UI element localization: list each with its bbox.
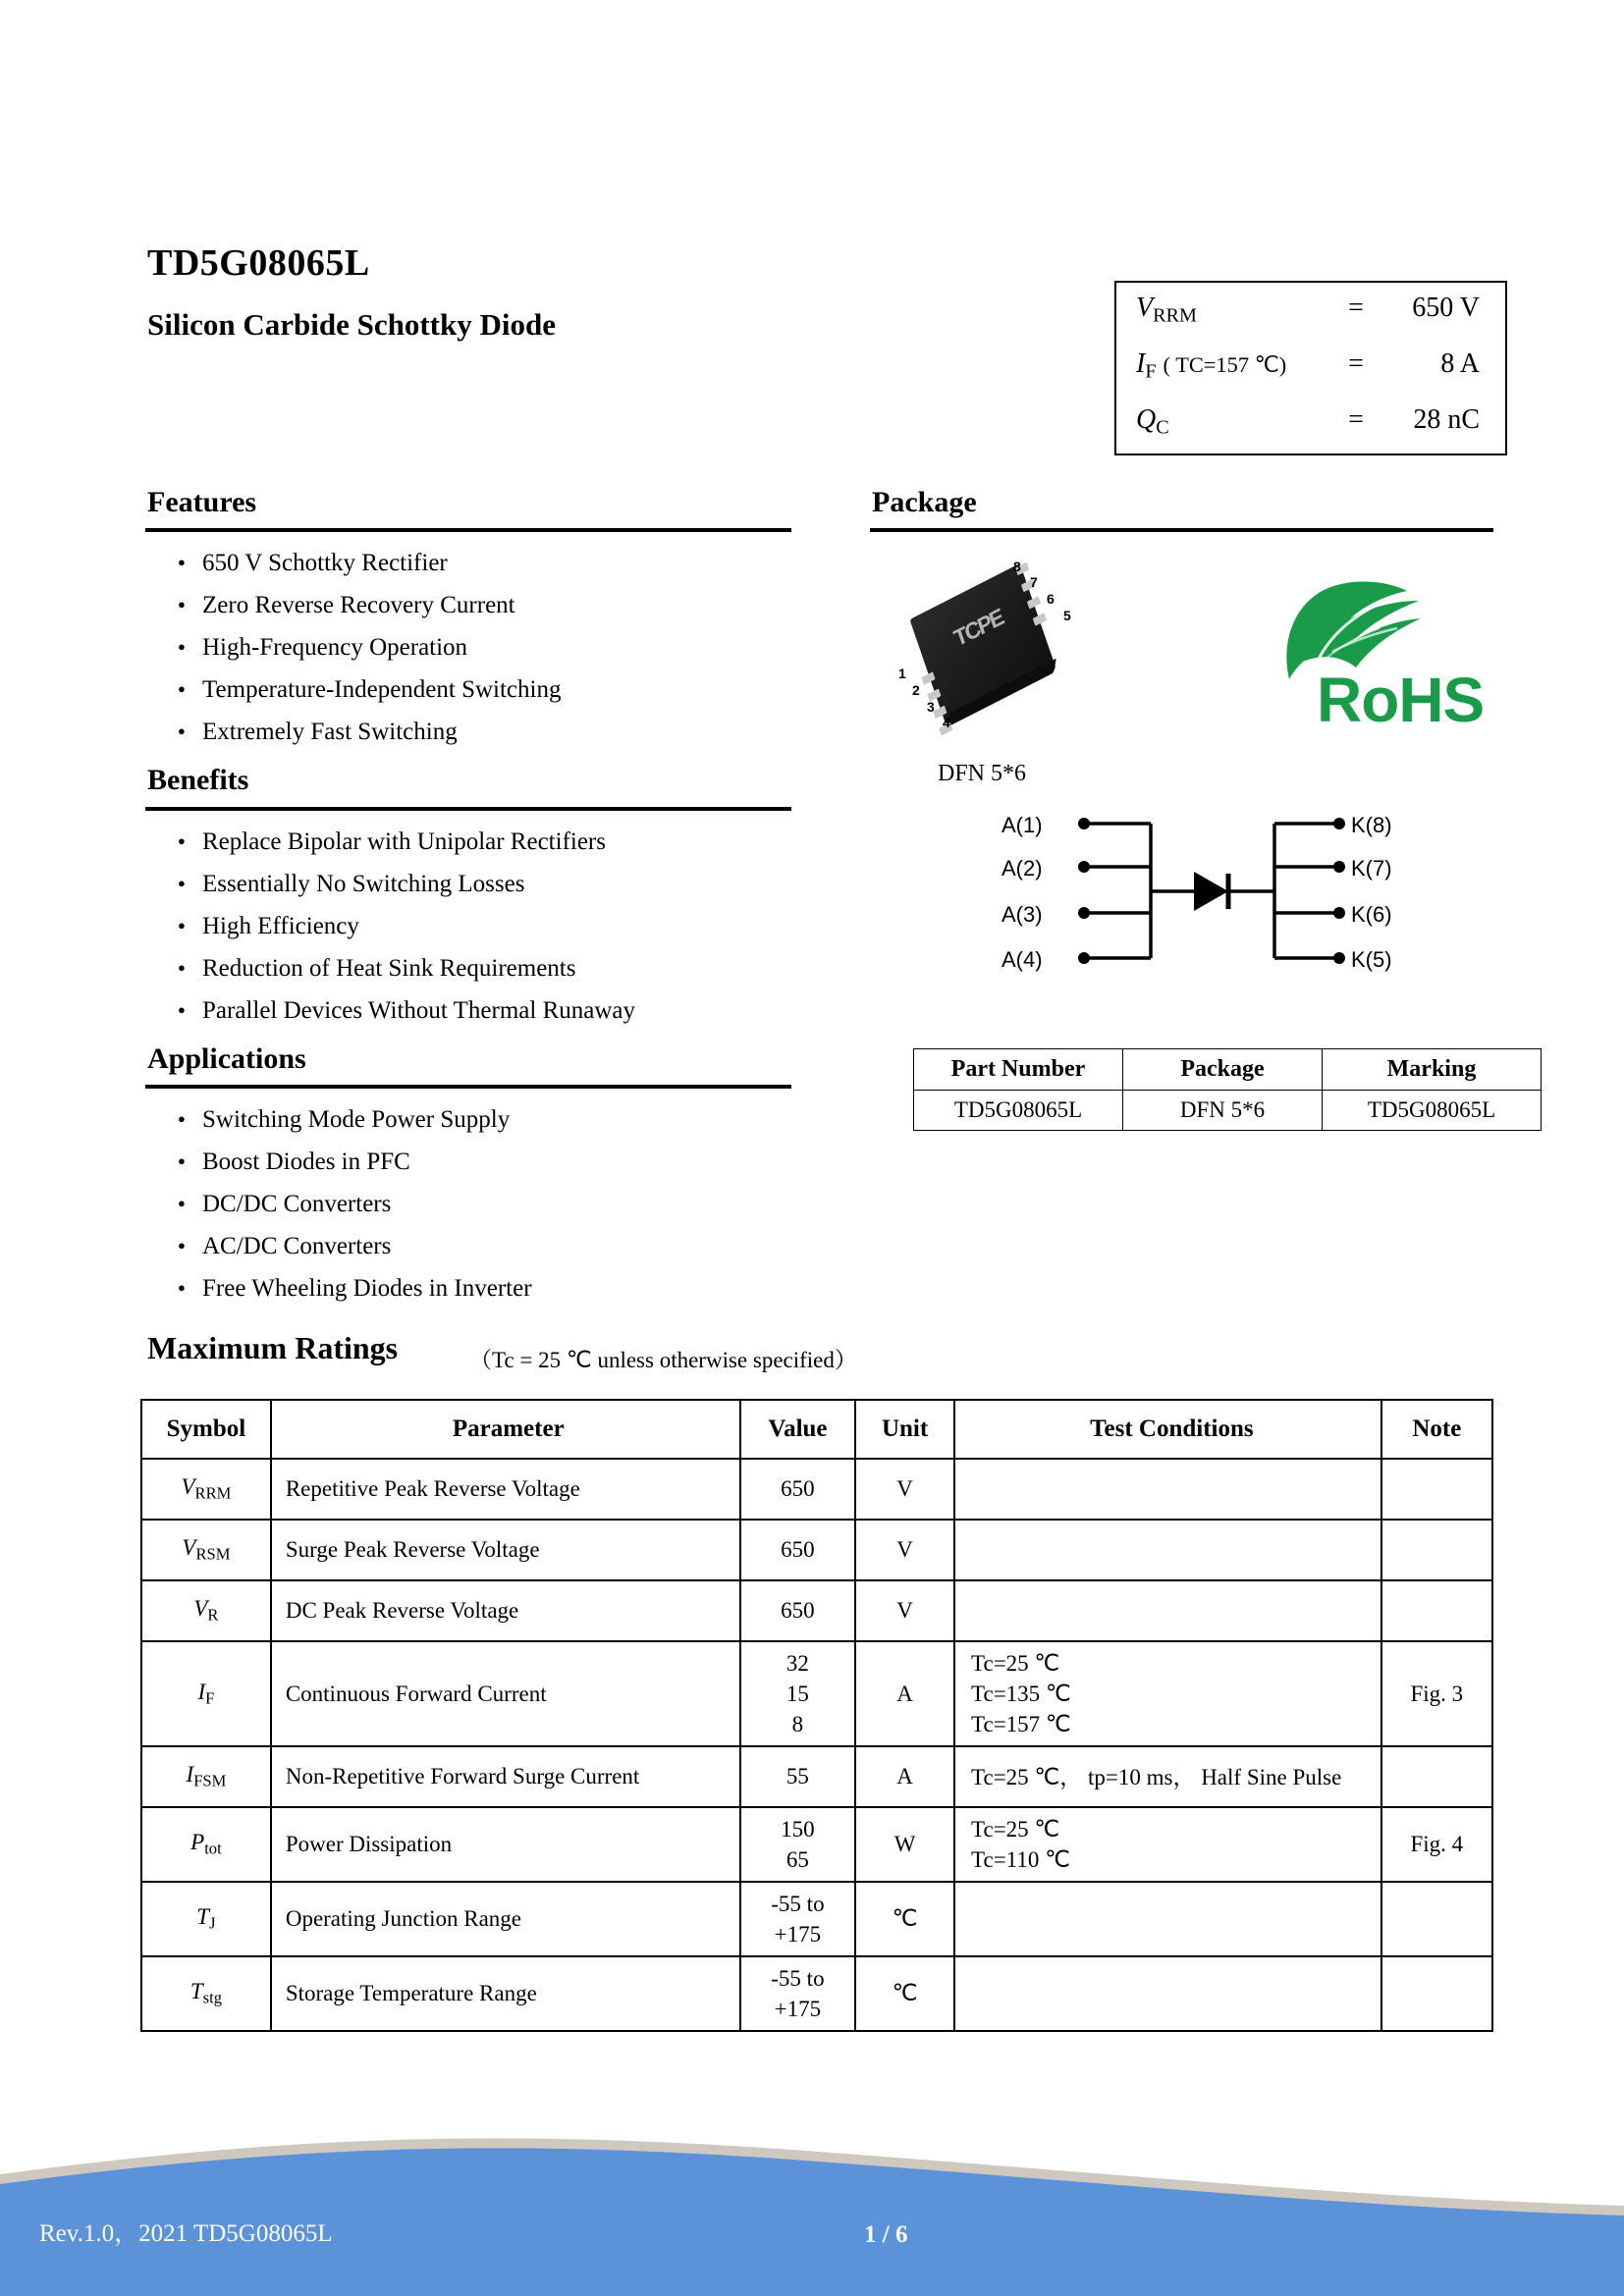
spec-row-vrrm	[1136, 293, 1489, 348]
footer-page-number: 1 / 6	[864, 2221, 908, 2248]
list-item: ● High-Frequency Operation	[175, 626, 561, 668]
spec-equals-if: =	[1348, 348, 1364, 379]
cell-value: 150 65	[740, 1807, 855, 1882]
anode-label-3: A(3)	[1001, 902, 1043, 927]
chip-marking-label: TCPE	[950, 603, 1006, 652]
cell-value: 650	[740, 1580, 855, 1641]
col-header-unit: Unit	[855, 1400, 954, 1459]
cathode-label-7: K(7)	[1351, 856, 1392, 881]
cell-parameter: Power Dissipation	[271, 1807, 740, 1882]
cell-unit: A	[855, 1641, 954, 1746]
table-row	[914, 1091, 1542, 1131]
cell-unit: V	[855, 1520, 954, 1580]
cell-test-conditions	[954, 1956, 1381, 2031]
list-item: ● Free Wheeling Diodes in Inverter	[175, 1267, 532, 1309]
spec-value-vrrm: 650 V	[1412, 293, 1480, 323]
cell-test-conditions: Tc=25 ℃ Tc=135 ℃ Tc=157 ℃	[954, 1641, 1381, 1746]
cathode-label-8: K(8)	[1351, 813, 1392, 837]
cell-symbol: $T_J$	[141, 1882, 271, 1956]
applications-heading: Applications	[147, 1042, 306, 1075]
cell-symbol: $V_R$	[141, 1580, 271, 1641]
pin-number-5: 5	[1063, 608, 1071, 623]
package-heading: Package	[872, 486, 977, 518]
features-heading: Features	[147, 486, 257, 518]
package-rule	[870, 528, 1493, 532]
cell-unit: ℃	[855, 1956, 954, 2031]
spec-row-if	[1136, 348, 1489, 404]
cell-symbol: $V_{RSM}$	[141, 1520, 271, 1580]
list-item: ● Reduction of Heat Sink Requirements	[175, 947, 635, 989]
cell-parameter: Storage Temperature Range	[271, 1956, 740, 2031]
applications-rule	[145, 1085, 791, 1089]
list-item: ● Essentially No Switching Losses	[175, 863, 635, 905]
cell-symbol: $V_{RRM}$	[141, 1459, 271, 1520]
table-header-row	[914, 1049, 1542, 1091]
cell-part-number: TD5G08065L	[914, 1091, 1123, 1131]
list-item: ● Parallel Devices Without Thermal Runaway	[175, 989, 635, 1032]
cell-parameter: Surge Peak Reverse Voltage	[271, 1520, 740, 1580]
cell-symbol: $P_{tot}$	[141, 1807, 271, 1882]
table-row	[141, 1807, 1492, 1882]
anode-label-4: A(4)	[1001, 947, 1043, 972]
cell-parameter: DC Peak Reverse Voltage	[271, 1580, 740, 1641]
col-header-part-number: Part Number	[914, 1049, 1123, 1091]
cell-note	[1381, 1746, 1492, 1807]
cell-unit: W	[855, 1807, 954, 1882]
anode-label-1: A(1)	[1001, 813, 1043, 837]
cell-test-conditions	[954, 1580, 1381, 1641]
spec-equals-vrrm: =	[1348, 293, 1364, 323]
cell-parameter: Operating Junction Range	[271, 1882, 740, 1956]
cell-note: Fig. 3	[1381, 1641, 1492, 1746]
pin-number-2: 2	[912, 682, 920, 698]
list-item: ● Boost Diodes in PFC	[175, 1141, 532, 1183]
package-caption: DFN 5*6	[938, 761, 1027, 786]
cell-test-conditions	[954, 1882, 1381, 1956]
cell-test-conditions	[954, 1459, 1381, 1520]
list-item: ● DC/DC Converters	[175, 1183, 532, 1225]
pin-number-4: 4	[943, 715, 950, 730]
maximum-ratings-heading: Maximum Ratings	[147, 1330, 399, 1365]
list-item: ● Switching Mode Power Supply	[175, 1098, 532, 1141]
cathode-label-5: K(5)	[1351, 947, 1392, 972]
rohs-logo	[1281, 577, 1507, 744]
list-item: ● Replace Bipolar with Unipolar Rectifiers	[175, 821, 635, 863]
col-header-parameter: Parameter	[271, 1400, 740, 1459]
cell-unit: ℃	[855, 1882, 954, 1956]
footer-wave	[0, 2129, 1624, 2296]
table-row	[141, 1580, 1492, 1641]
cell-package: DFN 5*6	[1123, 1091, 1323, 1131]
table-header-row	[141, 1400, 1492, 1459]
col-header-marking: Marking	[1323, 1049, 1542, 1091]
anode-label-2: A(2)	[1001, 856, 1043, 881]
cell-test-conditions: Tc=25 ℃， tp=10 ms， Half Sine Pulse	[954, 1746, 1381, 1807]
list-item: ● High Efficiency	[175, 905, 635, 947]
page-title: TD5G08065L	[147, 242, 370, 284]
cell-symbol: $I_F$	[141, 1641, 271, 1746]
cell-note	[1381, 1956, 1492, 2031]
key-specs-box	[1114, 281, 1507, 455]
pin-number-3: 3	[927, 699, 935, 715]
table-row	[141, 1641, 1492, 1746]
spec-value-qc: 28 nC	[1413, 404, 1480, 435]
cell-note	[1381, 1459, 1492, 1520]
spec-symbol-qc: $Q_C$	[1136, 404, 1169, 439]
pin-number-7: 7	[1030, 574, 1038, 590]
pin-number-6: 6	[1047, 591, 1055, 607]
benefits-rule	[145, 807, 791, 811]
features-list	[175, 542, 561, 753]
cell-unit: A	[855, 1746, 954, 1807]
benefits-list	[175, 821, 635, 1032]
cell-symbol: $T_{stg}$	[141, 1956, 271, 2031]
package-photo	[884, 550, 1139, 746]
cell-parameter: Continuous Forward Current	[271, 1641, 740, 1746]
benefits-heading: Benefits	[147, 764, 249, 796]
footer-revision: Rev.1.0，2021 TD5G08065L	[39, 2220, 333, 2247]
spec-symbol-vrrm: $V_{RRM}$	[1136, 293, 1197, 327]
features-rule	[145, 528, 791, 532]
table-row	[141, 1956, 1492, 2031]
list-item: ● Zero Reverse Recovery Current	[175, 584, 561, 626]
cell-unit: V	[855, 1580, 954, 1641]
col-header-value: Value	[740, 1400, 855, 1459]
table-row	[141, 1746, 1492, 1807]
cell-symbol: $I_{FSM}$	[141, 1746, 271, 1807]
cell-note: Fig. 4	[1381, 1807, 1492, 1882]
cell-value: 650	[740, 1520, 855, 1580]
rohs-label: RoHS	[1317, 665, 1485, 735]
cell-value: 650	[740, 1459, 855, 1520]
cell-test-conditions: Tc=25 ℃ Tc=110 ℃	[954, 1807, 1381, 1882]
list-item: ● Extremely Fast Switching	[175, 711, 561, 753]
cell-note	[1381, 1520, 1492, 1580]
list-item: ● AC/DC Converters	[175, 1225, 532, 1267]
cell-unit: V	[855, 1459, 954, 1520]
cell-marking: TD5G08065L	[1323, 1091, 1542, 1131]
list-item: ● Temperature-Independent Switching	[175, 668, 561, 711]
pin-number-1: 1	[898, 666, 906, 681]
list-item: ● 650 V Schottky Rectifier	[175, 542, 561, 584]
spec-symbol-if: $I_F$ ( TC=157 ℃)	[1136, 348, 1287, 383]
spec-value-if: 8 A	[1440, 348, 1480, 379]
maximum-ratings-note: （Tc = 25 ℃ unless otherwise specified）	[469, 1348, 857, 1372]
maximum-ratings-table	[140, 1399, 1493, 2032]
cell-note	[1381, 1882, 1492, 1956]
cell-value: 55	[740, 1746, 855, 1807]
cell-parameter: Non-Repetitive Forward Surge Current	[271, 1746, 740, 1807]
table-row	[141, 1882, 1492, 1956]
spec-equals-qc: =	[1348, 404, 1364, 435]
col-header-note: Note	[1381, 1400, 1492, 1459]
cathode-label-6: K(6)	[1351, 902, 1392, 927]
cell-value: 32 15 8	[740, 1641, 855, 1746]
applications-list	[175, 1098, 532, 1309]
pin-number-8: 8	[1013, 559, 1021, 574]
page-subtitle: Silicon Carbide Schottky Diode	[147, 307, 556, 342]
col-header-test-conditions: Test Conditions	[954, 1400, 1381, 1459]
cell-note	[1381, 1580, 1492, 1641]
col-header-package: Package	[1123, 1049, 1323, 1091]
part-number-table	[913, 1048, 1542, 1131]
cell-test-conditions	[954, 1520, 1381, 1580]
table-row	[141, 1459, 1492, 1520]
cell-parameter: Repetitive Peak Reverse Voltage	[271, 1459, 740, 1520]
spec-row-qc	[1136, 404, 1489, 460]
cell-value: -55 to +175	[740, 1882, 855, 1956]
pin-configuration-diagram	[1001, 805, 1424, 1001]
cell-value: -55 to +175	[740, 1956, 855, 2031]
col-header-symbol: Symbol	[141, 1400, 271, 1459]
table-row	[141, 1520, 1492, 1580]
